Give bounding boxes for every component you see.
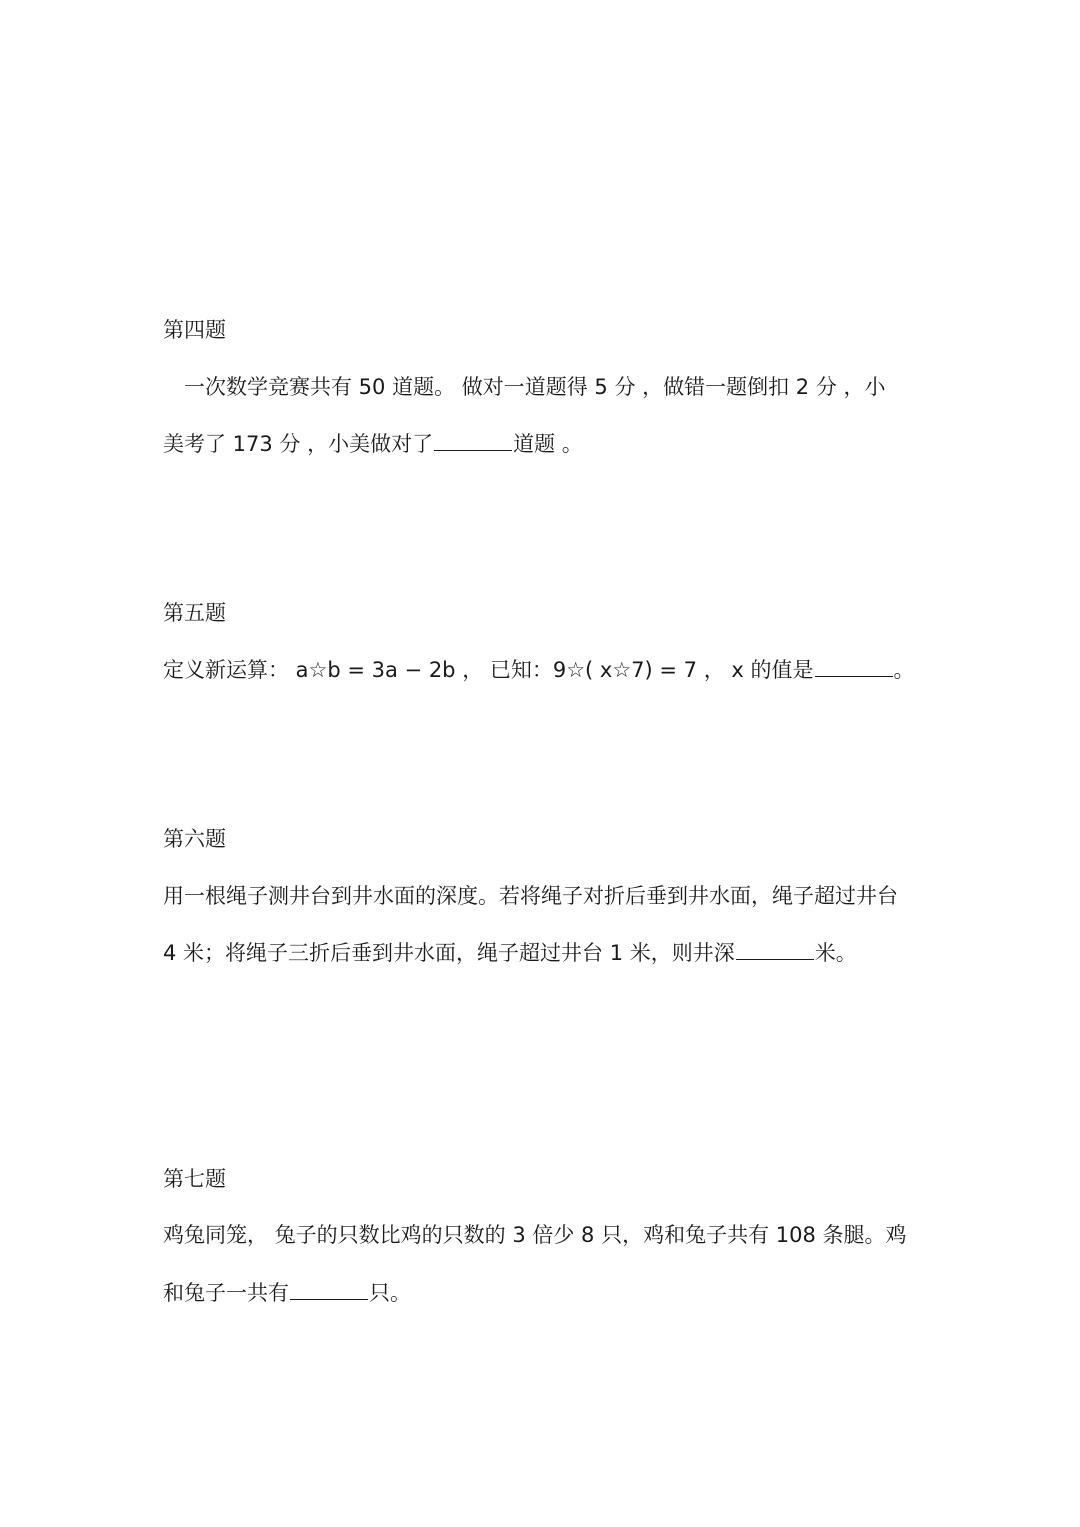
question-text: 4 米；将绳子三折后垂到井水面，绳子超过井台 1 米，则井深: [163, 941, 735, 965]
answer-blank[interactable]: [736, 937, 814, 960]
question-text-line: [163, 654, 915, 685]
question-title: 第四题: [163, 318, 226, 342]
question-6: [163, 824, 923, 965]
question-text: 和兔子一共有: [163, 1281, 289, 1305]
answer-blank[interactable]: [434, 428, 512, 451]
question-title: 第六题: [163, 827, 226, 851]
answer-blank[interactable]: [815, 654, 893, 677]
question-7: [163, 1164, 923, 1305]
question-text-line: 一次数学竞赛共有 50 道题。 做对一道题得 5 分 ，做错一题倒扣 2 分 ，小: [163, 375, 886, 399]
question-text: 美考了 173 分 ，小美做对了: [163, 432, 434, 456]
question-text: 。: [893, 658, 915, 682]
question-text-line: [163, 937, 857, 968]
question-text-line: [163, 1277, 411, 1308]
question-4: [163, 315, 923, 456]
question-5: [163, 598, 923, 682]
question-text: 只。: [369, 1281, 411, 1305]
question-text-line: 鸡兔同笼， 兔子的只数比鸡的只数的 3 倍少 8 只，鸡和兔子共有 108 条腿。鸡: [163, 1223, 907, 1247]
answer-blank[interactable]: [290, 1277, 368, 1300]
question-text: 定义新运算： a☆b = 3a − 2b ， 已知：9☆( x☆7) = 7 ， x 的值是: [163, 658, 814, 682]
question-text-line: 用一根绳子测井台到井水面的深度。若将绳子对折后垂到井水面，绳子超过井台: [163, 884, 898, 908]
question-text: 道题 。: [513, 432, 583, 456]
question-title: 第五题: [163, 601, 226, 625]
question-text: 米。: [814, 941, 857, 965]
question-title: 第七题: [163, 1167, 226, 1191]
question-text-line: [163, 428, 583, 459]
